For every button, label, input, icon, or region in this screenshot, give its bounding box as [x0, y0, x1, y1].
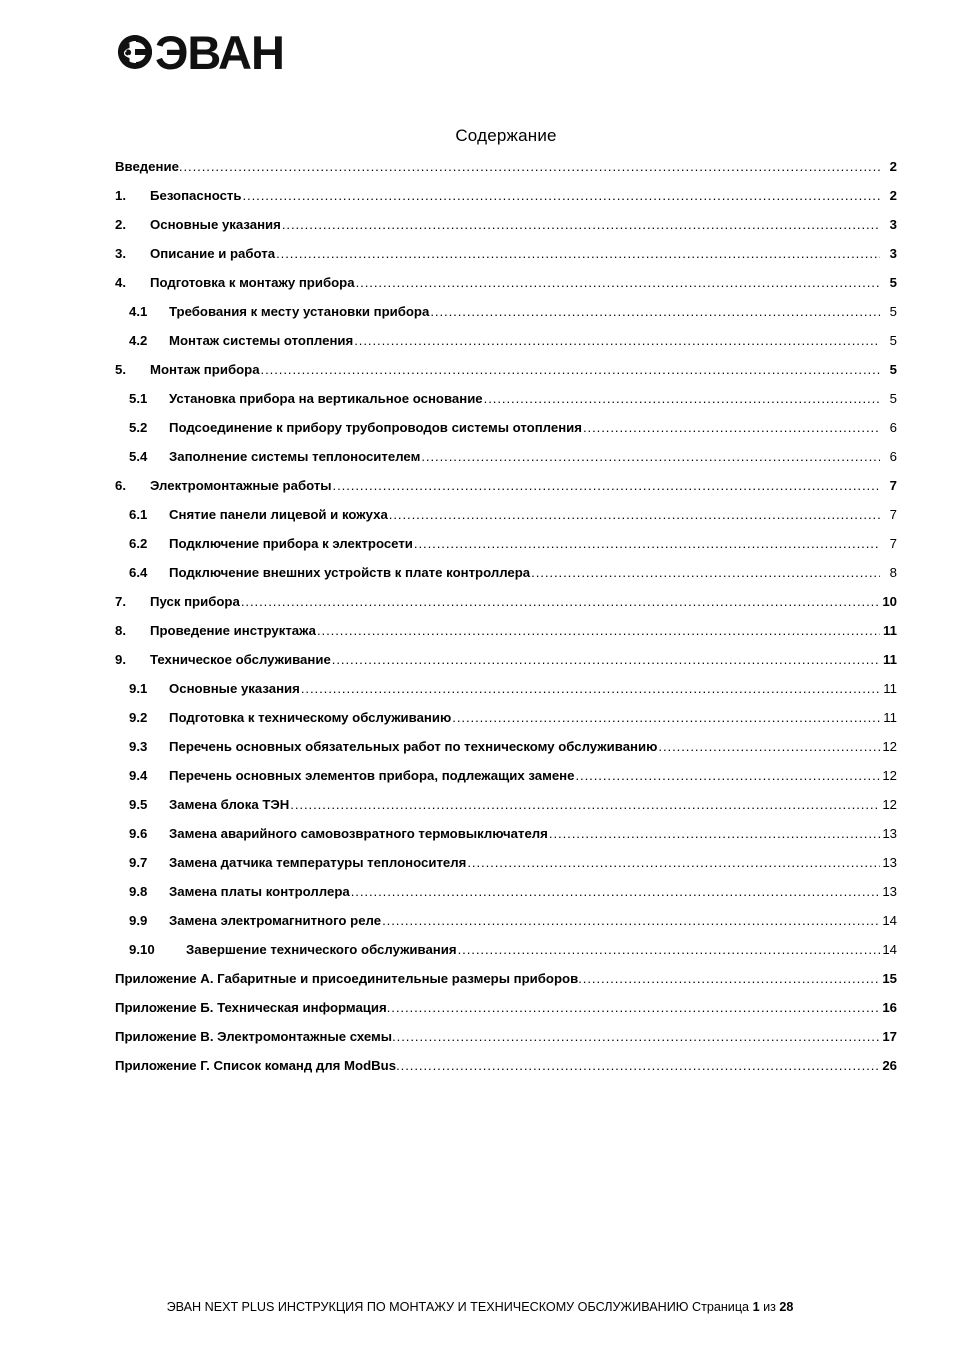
- toc-entry-number: 9.5: [129, 797, 148, 812]
- toc-entry-label: Приложение А. Габаритные и присоединительные размеры приборов: [115, 971, 579, 986]
- toc-entry-page-number: 12: [882, 768, 897, 783]
- toc-entry-page-number: 10: [882, 594, 897, 609]
- page-footer: [0, 1300, 960, 1314]
- evan-circular-mark-icon: [115, 32, 155, 72]
- toc-entry-label: Подготовка к монтажу прибора: [150, 275, 355, 290]
- toc-entry[interactable]: [115, 711, 897, 740]
- toc-entry-label: Замена электромагнитного реле: [169, 913, 382, 928]
- toc-entry-label: Техническое обслуживание: [150, 652, 331, 667]
- toc-entry-label: Заполнение системы теплоносителем: [169, 449, 421, 464]
- brand-logo-text: ЭВАН: [155, 25, 284, 79]
- toc-entry[interactable]: [115, 218, 897, 247]
- toc-entry-number: 6.: [115, 478, 126, 493]
- toc-entry[interactable]: [115, 682, 897, 711]
- toc-dot-leader: [317, 624, 880, 637]
- toc-entry[interactable]: [115, 943, 897, 972]
- toc-entry-page-number: 16: [882, 1000, 897, 1015]
- toc-entry-page-number: 13: [882, 855, 897, 870]
- footer-page-separator: из: [763, 1300, 776, 1314]
- toc-dot-leader: [531, 566, 880, 579]
- toc-entry[interactable]: [115, 189, 897, 218]
- toc-entry-label: Подсоединение к прибору трубопроводов системы отопления: [169, 420, 582, 435]
- toc-entry-number: 9.9: [129, 913, 148, 928]
- page-header: [115, 22, 284, 82]
- toc-entry-label: Подготовка к техническому обслуживанию: [169, 710, 452, 725]
- toc-dot-leader: [351, 885, 880, 898]
- toc-entry[interactable]: [115, 276, 897, 305]
- toc-entry-page-number: 11: [883, 681, 897, 696]
- toc-entry-label: Монтаж прибора: [150, 362, 260, 377]
- toc-entry-page-number: 5: [889, 304, 897, 319]
- toc-entry[interactable]: [115, 595, 897, 624]
- toc-entry-label: Проведение инструктажа: [150, 623, 316, 638]
- toc-entry-number: 9.: [115, 652, 126, 667]
- toc-dot-leader: [301, 682, 880, 695]
- toc-entry-number: 5.2: [129, 420, 148, 435]
- toc-entry-page-number: 3: [889, 217, 897, 232]
- toc-title: Содержание: [455, 126, 557, 145]
- toc-entry-label: Установка прибора на вертикальное основание: [169, 391, 483, 406]
- brand-logo: [115, 25, 284, 79]
- toc-entry-label: Замена платы контроллера: [169, 884, 350, 899]
- footer-page-current: 1: [752, 1300, 760, 1314]
- toc-entry-page-number: 5: [889, 275, 897, 290]
- toc-entry-label: Завершение технического обслуживания: [186, 942, 457, 957]
- toc-entry-label: Перечень основных элементов прибора, подлежащих замене: [169, 768, 575, 783]
- document-body: [115, 126, 897, 1088]
- toc-dot-leader: [276, 247, 880, 260]
- toc-entry-page-number: 2: [889, 159, 897, 174]
- toc-dot-leader: [179, 160, 880, 173]
- table-of-contents: [115, 160, 897, 1088]
- toc-dot-leader: [387, 1001, 880, 1014]
- toc-dot-leader: [332, 653, 880, 666]
- toc-dot-leader: [421, 450, 880, 463]
- toc-entry-page-number: 15: [882, 971, 897, 986]
- toc-entry[interactable]: [115, 856, 897, 885]
- toc-entry-label: Снятие панели лицевой и кожуха: [169, 507, 388, 522]
- toc-entry-label: Замена датчика температуры теплоносителя: [169, 855, 467, 870]
- toc-entry[interactable]: [115, 479, 897, 508]
- toc-entry-label: Электромонтажные работы: [150, 478, 332, 493]
- toc-entry-number: 5.1: [129, 391, 148, 406]
- toc-entry[interactable]: [115, 392, 897, 421]
- toc-entry-label: Требования к месту установки прибора: [169, 304, 430, 319]
- toc-dot-leader: [452, 711, 880, 724]
- toc-entry-number: 8.: [115, 623, 126, 638]
- toc-entry-number: 4.: [115, 275, 126, 290]
- toc-dot-leader: [458, 943, 880, 956]
- toc-entry-label: Введение: [115, 159, 179, 174]
- toc-dot-leader: [484, 392, 880, 405]
- toc-dot-leader: [430, 305, 880, 318]
- toc-entry-label: Пуск прибора: [150, 594, 240, 609]
- toc-entry-page-number: 13: [882, 884, 897, 899]
- toc-entry-page-number: 3: [889, 246, 897, 261]
- toc-entry-label: Монтаж системы отопления: [169, 333, 354, 348]
- toc-entry-number: 9.8: [129, 884, 148, 899]
- toc-entry-page-number: 11: [883, 652, 897, 667]
- toc-entry[interactable]: [115, 798, 897, 827]
- toc-entry[interactable]: [115, 827, 897, 856]
- toc-entry-page-number: 6: [889, 449, 897, 464]
- toc-entry[interactable]: [115, 1030, 897, 1059]
- toc-entry-page-number: 2: [889, 188, 897, 203]
- toc-entry[interactable]: [115, 885, 897, 914]
- toc-entry-page-number: 7: [889, 478, 897, 493]
- toc-entry-page-number: 6: [889, 420, 897, 435]
- toc-entry-number: 6.1: [129, 507, 148, 522]
- toc-entry[interactable]: [115, 1059, 897, 1088]
- toc-dot-leader: [549, 827, 880, 840]
- toc-entry-page-number: 14: [882, 913, 897, 928]
- toc-entry-number: 4.1: [129, 304, 148, 319]
- toc-entry-number: 2.: [115, 217, 126, 232]
- toc-entry[interactable]: [115, 508, 897, 537]
- toc-entry-page-number: 14: [882, 942, 897, 957]
- footer-page-total: 28: [779, 1300, 794, 1314]
- toc-entry[interactable]: [115, 653, 897, 682]
- toc-entry-page-number: 12: [882, 797, 897, 812]
- toc-entry-page-number: 8: [889, 565, 897, 580]
- toc-entry-page-number: 5: [889, 333, 897, 348]
- toc-dot-leader: [583, 421, 880, 434]
- toc-entry-label: Замена блока ТЭН: [169, 797, 290, 812]
- toc-entry-label: Основные указания: [150, 217, 281, 232]
- toc-dot-leader: [333, 479, 880, 492]
- toc-entry[interactable]: [115, 363, 897, 392]
- toc-entry[interactable]: [115, 740, 897, 769]
- toc-entry-label: Приложение Б. Техническая информация: [115, 1000, 387, 1015]
- toc-entry-page-number: 17: [882, 1029, 897, 1044]
- toc-entry-number: 7.: [115, 594, 126, 609]
- toc-dot-leader: [578, 972, 880, 985]
- toc-entry[interactable]: [115, 537, 897, 566]
- toc-dot-leader: [282, 218, 880, 231]
- toc-entry[interactable]: [115, 421, 897, 450]
- toc-entry[interactable]: [115, 305, 897, 334]
- toc-entry[interactable]: [115, 972, 897, 1001]
- toc-dot-leader: [356, 276, 880, 289]
- toc-entry-label: Замена аварийного самовозвратного термовыключателя: [169, 826, 548, 841]
- toc-entry[interactable]: [115, 914, 897, 943]
- toc-entry-label: Основные указания: [169, 681, 300, 696]
- toc-entry-number: 1.: [115, 188, 126, 203]
- toc-entry-number: 5.: [115, 362, 126, 377]
- toc-entry-page-number: 7: [889, 507, 897, 522]
- toc-entry-label: Приложение В. Электромонтажные схемы: [115, 1029, 393, 1044]
- toc-dot-leader: [396, 1059, 880, 1072]
- toc-entry-page-number: 5: [889, 391, 897, 406]
- toc-entry-number: 9.1: [129, 681, 148, 696]
- toc-entry-number: 9.4: [129, 768, 148, 783]
- toc-entry-number: 9.2: [129, 710, 148, 725]
- toc-entry-page-number: 26: [882, 1058, 897, 1073]
- toc-entry-number: 9.10: [129, 942, 155, 957]
- toc-entry[interactable]: [115, 450, 897, 479]
- footer-document-title: ЭВАН NEXT PLUS ИНСТРУКЦИЯ ПО МОНТАЖУ И ТЕХНИЧЕСКОМУ ОБСЛУЖИВАНИЮ Страница: [166, 1300, 750, 1314]
- toc-entry-number: 3.: [115, 246, 126, 261]
- toc-dot-leader: [658, 740, 880, 753]
- toc-entry-number: 9.7: [129, 855, 148, 870]
- toc-entry-label: Приложение Г. Список команд для ModBus: [115, 1058, 397, 1073]
- toc-entry[interactable]: [115, 334, 897, 363]
- toc-dot-leader: [467, 856, 880, 869]
- toc-entry-number: 5.4: [129, 449, 148, 464]
- toc-entry-label: Описание и работа: [150, 246, 276, 261]
- toc-dot-leader: [414, 537, 880, 550]
- toc-entry-number: 6.2: [129, 536, 148, 551]
- toc-entry-number: 9.6: [129, 826, 148, 841]
- toc-entry-page-number: 11: [883, 623, 897, 638]
- toc-dot-leader: [261, 363, 880, 376]
- toc-dot-leader: [575, 769, 880, 782]
- toc-entry-number: 9.3: [129, 739, 148, 754]
- toc-entry-number: 6.4: [129, 565, 148, 580]
- toc-entry-number: 4.2: [129, 333, 148, 348]
- toc-dot-leader: [389, 508, 880, 521]
- toc-entry[interactable]: [115, 769, 897, 798]
- toc-dot-leader: [290, 798, 880, 811]
- toc-entry-label: Перечень основных обязательных работ по техническому обслуживанию: [169, 739, 658, 754]
- toc-entry[interactable]: [115, 160, 897, 189]
- toc-entry-label: Безопасность: [150, 188, 242, 203]
- toc-entry-page-number: 7: [889, 536, 897, 551]
- toc-entry[interactable]: [115, 566, 897, 595]
- toc-entry-label: Подключение внешних устройств к плате контроллера: [169, 565, 531, 580]
- toc-dot-leader: [392, 1030, 880, 1043]
- toc-entry-page-number: 5: [889, 362, 897, 377]
- toc-dot-leader: [382, 914, 880, 927]
- toc-dot-leader: [242, 189, 880, 202]
- toc-entry[interactable]: [115, 247, 897, 276]
- toc-entry[interactable]: [115, 624, 897, 653]
- toc-entry-page-number: 11: [883, 710, 897, 725]
- toc-entry[interactable]: [115, 1001, 897, 1030]
- toc-entry-page-number: 12: [882, 739, 897, 754]
- toc-entry-page-number: 13: [882, 826, 897, 841]
- toc-dot-leader: [241, 595, 880, 608]
- toc-entry-label: Подключение прибора к электросети: [169, 536, 413, 551]
- toc-dot-leader: [354, 334, 880, 347]
